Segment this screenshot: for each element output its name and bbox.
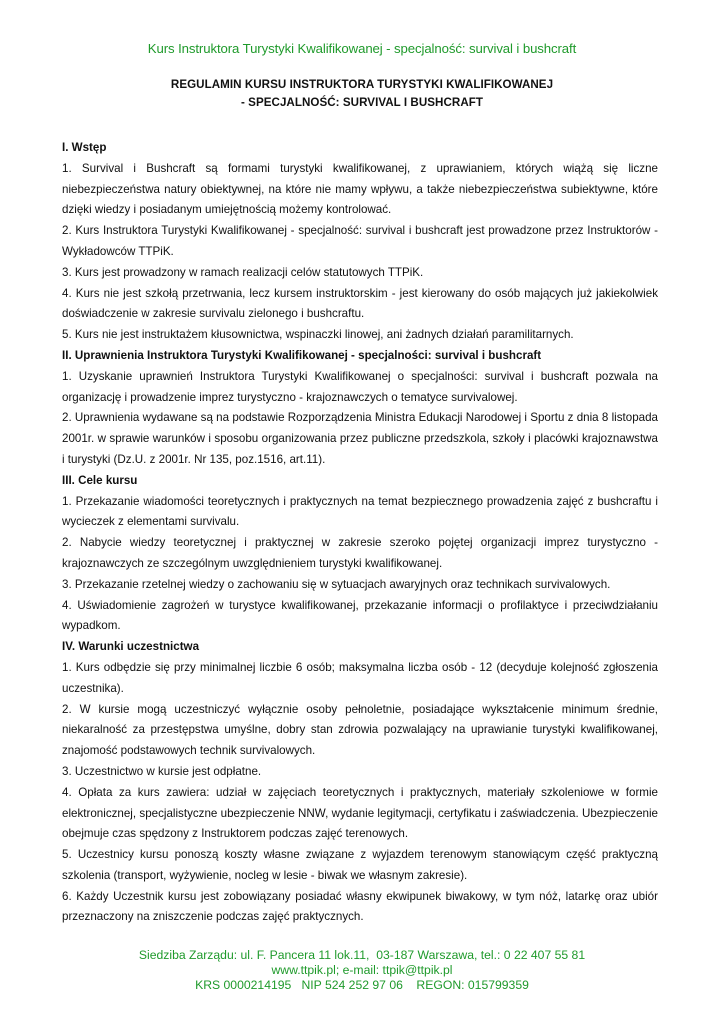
paragraph: 2. Kurs Instruktora Turystyki Kwalifikowanej - specjalność: survival i bushcraft jest prowadzone przez Instruktorów - Wykładowców TTPiK. — [62, 224, 658, 258]
section-heading-1: I. Wstęp — [62, 141, 107, 154]
paragraph: 2. W kursie mogą uczestniczyć wyłącznie osoby pełnoletnie, posiadające wykształcenie minimum średnie, niekaralność za przestępstwa umyślne, dobry stan zdrowia pozwalający na uprawianie turystyki kwalifikowanej, znajomość podstawowych technik survivalowych. — [62, 702, 658, 758]
paragraph: 4. Kurs nie jest szkołą przetrwania, lecz kursem instruktorskim - jest kierowany do osób mających już jakiekolwiek doświadczenie w zakresie survivalu zielonego i bushcraftu. — [62, 286, 658, 321]
page-header: Kurs Instruktora Turystyki Kwalifikowanej - specjalność: survival i bushcraft — [147, 41, 577, 56]
footer-address: Siedziba Zarządu: ul. F. Pancera 11 lok.11, 03-187 Warszawa, tel.: 0 22 407 55 81 — [138, 948, 586, 962]
page-footer — [0, 948, 724, 994]
section-heading-2: II. Uprawnienia Instruktora Turystyki Kwalifikowanej - specjalności: survival i bushcraft — [62, 348, 542, 362]
paragraph: 5. Uczestnicy kursu ponoszą koszty własne związane z wyjazdem terenowym stanowiącym część praktyczną szkolenia (transport, wyżywienie, nocleg w lesie - biwak we własnym zakresie). — [62, 848, 658, 882]
paragraph: 3. Kurs jest prowadzony w ramach realizacji celów statutowych TTPiK. — [62, 265, 424, 279]
document-title-line-2: - SPECJALNOŚĆ: SURVIVAL I BUSHCRAFT — [240, 96, 484, 109]
paragraph: 1. Kurs odbędzie się przy minimalnej liczbie 6 osób; maksymalna liczba osób - 12 (decyduje kolejność zgłoszenia uczestnika). — [62, 660, 658, 695]
paragraph: 4. Opłata za kurs zawiera: udział w zajęciach teoretycznych i praktycznych, materiały szkoleniowe w formie elektronicznej, specjalistyczne ubezpieczenie NNW, wydanie legitymacji, certyfikatu i zaświadczenia. Ubezpieczenie obejmuje czas spędzony z Instruktorem podczas zajęć terenowych. — [62, 785, 658, 841]
paragraph: 4. Uświadomienie zagrożeń w turystyce kwalifikowanej, przekazanie informacji o profilaktyce i przeciwdziałaniu wypadkom. — [62, 598, 658, 633]
paragraph: 1. Survival i Bushcraft są formami turystyki kwalifikowanej, z uprawianiem, których wiążą się liczne niebezpieczeństwa natury obiektywnej, na które nie mamy wpływu, a także niebezpieczeństwa subiektywne, które dzięki wiedzy i posiadanym umiejętnością możemy kontrolować. — [62, 161, 658, 217]
paragraph: 5. Kurs nie jest instruktażem kłusownictwa, wspinaczki linowej, ani żadnych działań paramilitarnych. — [62, 328, 574, 342]
paragraph: 3. Uczestnictwo w kursie jest odpłatne. — [62, 764, 262, 778]
section-heading-3: III. Cele kursu — [62, 473, 138, 487]
footer-registry: KRS 0000214195 NIP 524 252 97 06 REGON: 015799359 — [195, 978, 529, 993]
section-heading-4: IV. Warunki uczestnictwa — [62, 640, 200, 654]
paragraph: 1. Uzyskanie uprawnień Instruktora Turystyki Kwalifikowanej o specjalności: survival i bushcraft pozwala na organizację i prowadzenie imprez turystyczno - krajoznawczych o tematyce survivalowej. — [62, 369, 658, 404]
paragraph: 6. Każdy Uczestnik kursu jest zobowiązany posiadać własny ekwipunek biwakowy, w tym nóż, latarkę oraz ubiór przeznaczony na zniszczenie podczas zajęć praktycznych. — [62, 889, 658, 924]
document-title-line-1: REGULAMIN KURSU INSTRUKTORA TURYSTYKI KWALIFIKOWANEJ — [170, 78, 554, 91]
paragraph: 2. Uprawnienia wydawane są na podstawie Rozporządzenia Ministra Edukacji Narodowej i Sportu z dnia 8 listopada 2001r. w sprawie warunków i sposobu organizowania przez publiczne przedszkola, szkoły i placówki krajoznawstwa i turystyki (Dz.U. z 2001r. Nr 135, poz.1516, art.11). — [62, 411, 658, 466]
document-body — [62, 138, 658, 928]
paragraph: 1. Przekazanie wiadomości teoretycznych i praktycznych na temat bezpiecznego prowadzenia zajęć z bushcraftu i wycieczek z elementami survivalu. — [62, 494, 658, 529]
footer-contact: www.ttpik.pl; e-mail: ttpik@ttpik.pl — [271, 963, 453, 978]
paragraph: 3. Przekazanie rzetelnej wiedzy o zachowaniu się w sytuacjach awaryjnych oraz technikach survivalowych. — [62, 577, 611, 591]
paragraph: 2. Nabycie wiedzy teoretycznej i praktycznej w zakresie szeroko pojętej organizacji imprez turystyczno - krajoznawczych ze szczególnym uwzględnieniem turystyki kwalifikowanej. — [62, 536, 658, 570]
